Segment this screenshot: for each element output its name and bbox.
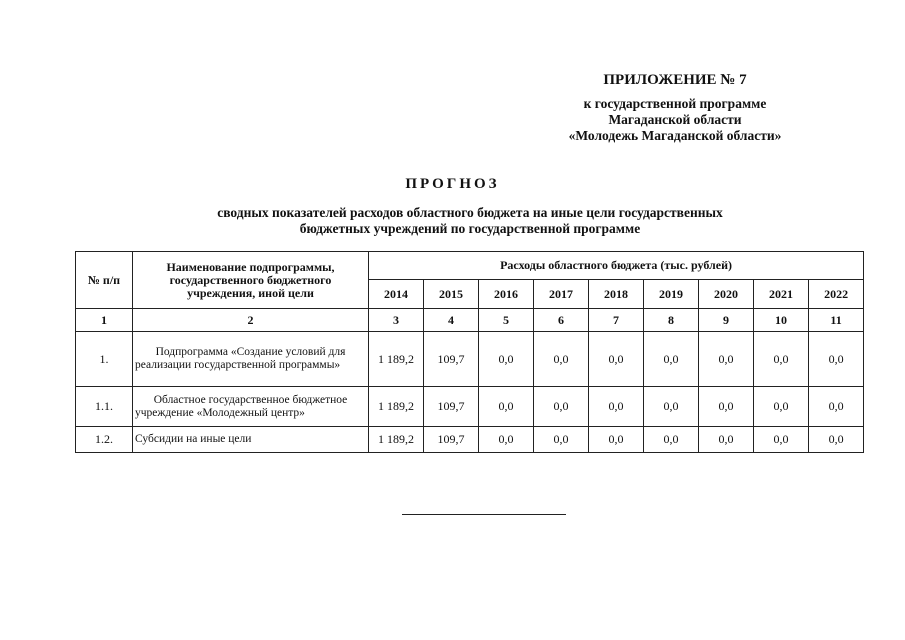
value-cell: 0,0 [809, 427, 864, 453]
value-cell: 109,7 [424, 387, 479, 427]
value-cell: 0,0 [479, 427, 534, 453]
header-cell-number: № п/п [76, 252, 133, 309]
value-cell: 0,0 [809, 332, 864, 387]
value-cell: 0,0 [754, 387, 809, 427]
column-number-cell: 4 [424, 309, 479, 332]
document-subtitle-line: бюджетных учреждений по государственной программе [299, 221, 641, 236]
column-number-row [76, 309, 864, 332]
value-cell: 1 189,2 [369, 427, 424, 453]
table-row [76, 427, 864, 453]
year-header-cell: 2014 [369, 280, 424, 309]
value-cell: 0,0 [589, 427, 644, 453]
column-number-cell: 8 [644, 309, 699, 332]
year-header-cell: 2019 [644, 280, 699, 309]
value-cell: 109,7 [424, 427, 479, 453]
year-header-cell: 2016 [479, 280, 534, 309]
closing-rule [402, 514, 566, 515]
value-cell: 0,0 [534, 387, 589, 427]
value-cell: 0,0 [589, 332, 644, 387]
table-row [76, 387, 864, 427]
column-number-cell: 11 [809, 309, 864, 332]
value-cell: 1 189,2 [369, 387, 424, 427]
value-cell: 0,0 [479, 332, 534, 387]
row-name-cell: Подпрограмма «Создание условий для реализации государственной программы» [133, 332, 369, 387]
row-number-cell: 1.1. [76, 387, 133, 427]
appendix-line: «Молодежь Магаданской области» [568, 128, 782, 143]
value-cell: 0,0 [754, 332, 809, 387]
row-name-cell: Областное государственное бюджетное учреждение «Молодежный центр» [133, 387, 369, 427]
column-number-cell: 5 [479, 309, 534, 332]
year-header-cell: 2018 [589, 280, 644, 309]
header-cell-name: Наименование подпрограммы, государственного бюджетного учреждения, иной цели [133, 252, 369, 309]
appendix-line: к государственной программе [583, 96, 767, 111]
column-number-cell: 9 [699, 309, 754, 332]
appendix-line: Магаданской области [608, 112, 742, 127]
value-cell: 1 189,2 [369, 332, 424, 387]
year-header-cell: 2017 [534, 280, 589, 309]
column-number-cell: 2 [133, 309, 369, 332]
column-number-cell: 3 [369, 309, 424, 332]
document-title: ПРОГНОЗ [405, 176, 500, 192]
value-cell: 0,0 [699, 387, 754, 427]
document-subtitle-line: сводных показателей расходов областного бюджета на иные цели государственных [217, 205, 723, 220]
year-header-cell: 2021 [754, 280, 809, 309]
value-cell: 0,0 [809, 387, 864, 427]
value-cell: 0,0 [644, 387, 699, 427]
value-cell: 0,0 [534, 332, 589, 387]
row-number-cell: 1.2. [76, 427, 133, 453]
header-cell-expenses-group: Расходы областного бюджета (тыс. рублей) [369, 252, 864, 280]
column-number-cell: 6 [534, 309, 589, 332]
table-header-row [76, 252, 864, 280]
value-cell: 0,0 [644, 332, 699, 387]
value-cell: 0,0 [644, 427, 699, 453]
value-cell: 0,0 [589, 387, 644, 427]
year-header-cell: 2022 [809, 280, 864, 309]
value-cell: 0,0 [699, 332, 754, 387]
year-header-cell: 2020 [699, 280, 754, 309]
table-row [76, 332, 864, 387]
row-name-cell: Субсидии на иные цели [133, 427, 369, 453]
value-cell: 0,0 [534, 427, 589, 453]
year-header-cell: 2015 [424, 280, 479, 309]
value-cell: 0,0 [754, 427, 809, 453]
column-number-cell: 10 [754, 309, 809, 332]
column-number-cell: 7 [589, 309, 644, 332]
expenses-table [75, 251, 864, 453]
appendix-heading: ПРИЛОЖЕНИЕ № 7 [603, 72, 747, 88]
column-number-cell: 1 [76, 309, 133, 332]
row-number-cell: 1. [76, 332, 133, 387]
value-cell: 109,7 [424, 332, 479, 387]
value-cell: 0,0 [479, 387, 534, 427]
value-cell: 0,0 [699, 427, 754, 453]
